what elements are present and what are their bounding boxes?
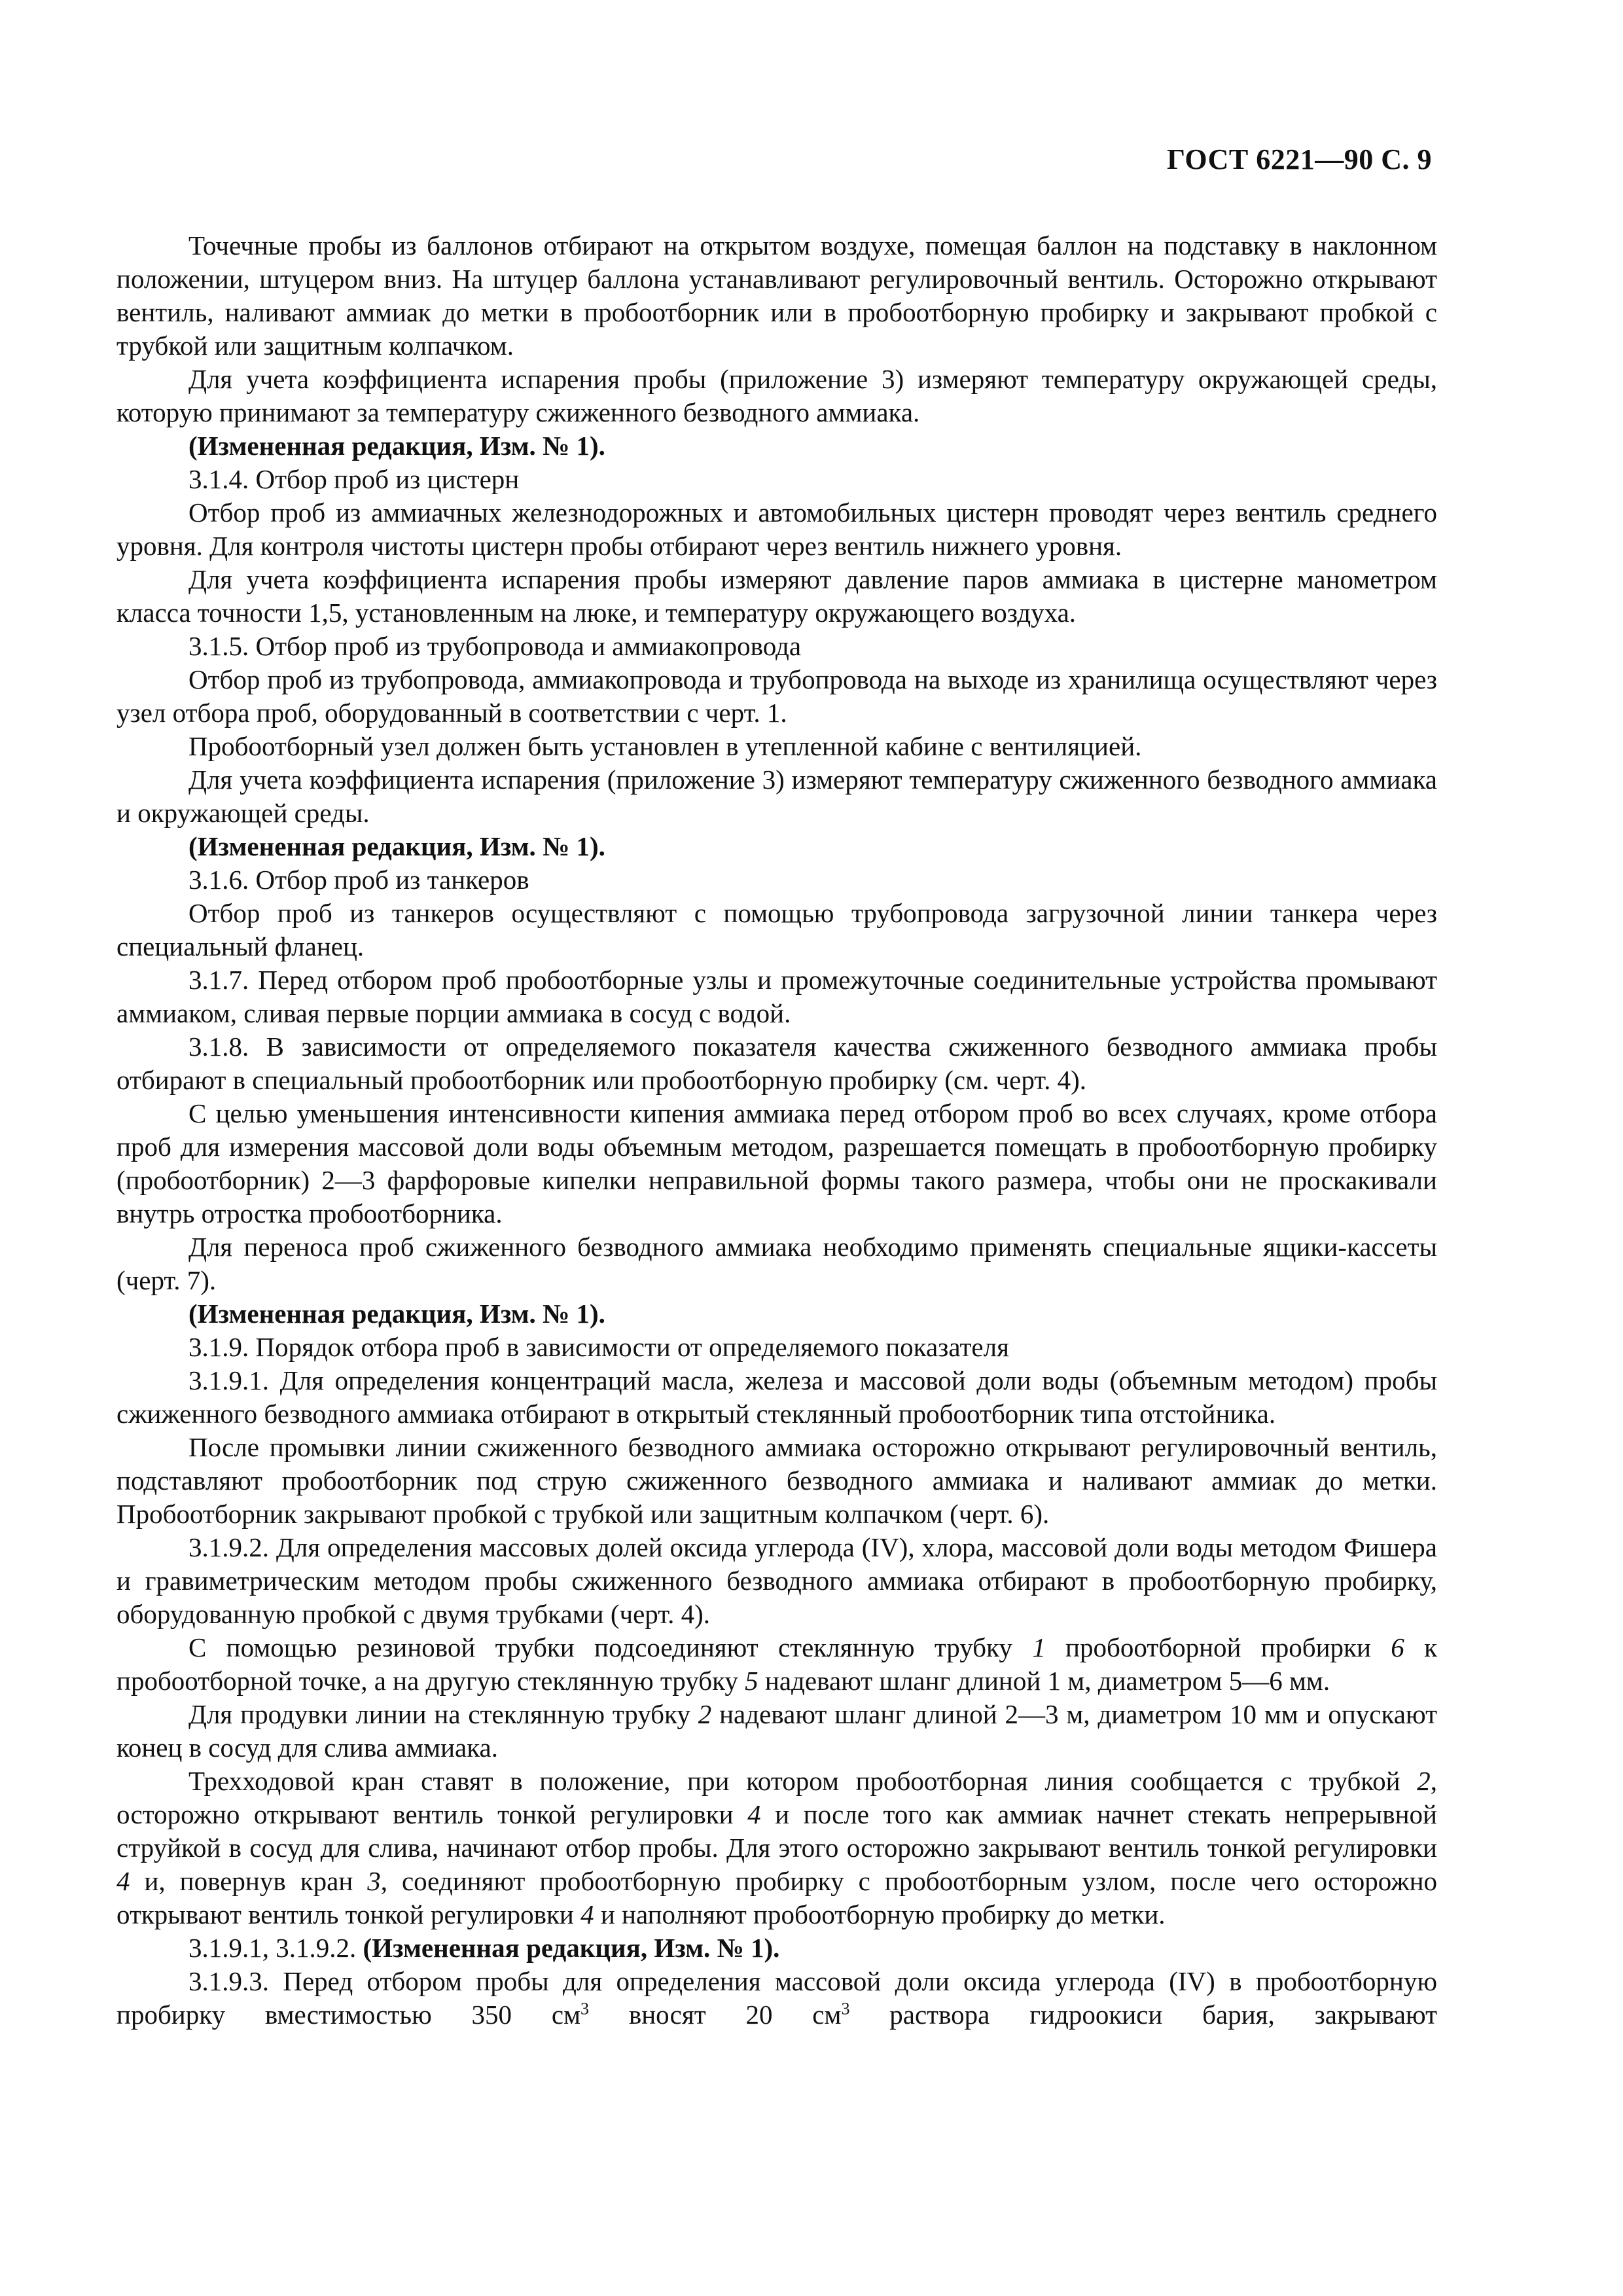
text-run: и после того как аммиак начнет стекать непрерывной струйкой в сосуд для слива, начинают отбор пробы. Для этого осторожно закрывают вентиль тонкой регулировки [116, 1799, 1437, 1863]
page-header: ГОСТ 6221—90 С. 9 [1166, 143, 1432, 175]
paragraph: 3.1.9.2. Для определения массовых долей оксида углерода (IV), хлора, массовой доли воды методом Фишера и гравиметрическим методом пробы сжиженного безводного аммиака отбирают в пробоотборную пробирку, оборудованную пробкой с двумя трубками (черт. 4). [116, 1532, 1437, 1629]
paragraph: Для переноса проб сжиженного безводного аммиака необходимо применять специальные ящики-кассеты (черт. 7). [116, 1232, 1437, 1295]
paragraph [116, 1631, 1437, 1698]
component-number: 4 [747, 1799, 761, 1829]
section-heading: 3.1.9. Порядок отбора проб в зависимости от определяемого показателя [188, 1332, 1009, 1362]
text-run: вносят 20 см [589, 2000, 842, 2030]
paragraph: Отбор проб из трубопровода, аммиакопровода и трубопровода на выходе из хранилища осуществляют через узел отбора проб, оборудованный в соответствии с черт. 1. [116, 664, 1437, 728]
paragraph: Точечные пробы из баллонов отбирают на открытом воздухе, помещая баллон на подставку в наклонном положении, штуцером вниз. На штуцер баллона устанавливают регулировочный вентиль. Осторожно открывают вентиль, наливают аммиак до метки в пробоотборник или в пробоотборную пробирку и закрывают пробкой с трубкой или защитным колпачком. [116, 230, 1437, 361]
paragraph: 3.1.8. В зависимости от определяемого показателя качества сжиженного безводного аммиака пробы отбирают в специальный пробоотборник или пробоотборную пробирку (см. черт. 4). [116, 1031, 1437, 1095]
text-run: Для продувки линии на стеклянную трубку [188, 1699, 698, 1729]
paragraph: Пробоотборный узел должен быть установлен в утепленной кабине с вентиляцией. [188, 731, 1142, 761]
paragraph: Отбор проб из аммиачных железнодорожных и автомобильных цистерн проводят через вентиль среднего уровня. Для контроля чистоты цистерн пробы отбирают через вентиль нижнего уровня. [116, 497, 1437, 561]
text-run: , осторожно открывают вентиль тонкой регулировки [116, 1766, 1437, 1829]
paragraph: Для учета коэффициента испарения (приложение 3) измеряют температуру сжиженного безводного аммиака и окружающей среды. [116, 764, 1437, 828]
amendment-note: (Измененная редакция, Изм. № 1). [188, 831, 605, 861]
text-run: надевают шланг длиной 1 м, диаметром 5—6 мм. [758, 1666, 1330, 1696]
paragraph: 3.1.9.1. Для определения концентраций масла, железа и массовой доли воды (объемным методом) пробы сжиженного безводного аммиака отбирают в открытый стеклянный пробоотборник типа отстойника. [116, 1365, 1437, 1429]
paragraph: С целью уменьшения интенсивности кипения аммиака перед отбором проб во всех случаях, кроме отбора проб для измерения массовой доли воды объемным методом, разрешается помещать в пробоотборную пробирку (пробоотборник) 2—3 фарфоровые кипелки неправильной формы такого размера, чтобы они не проскакивали внутрь отростка пробоотборника. [116, 1098, 1437, 1229]
superscript: 3 [580, 1999, 590, 2018]
component-number: 1 [1032, 1632, 1046, 1662]
paragraph [116, 1965, 1437, 2032]
component-number: 2 [698, 1699, 712, 1729]
paragraph: Отбор проб из танкеров осуществляют с помощью трубопровода загрузочной линии танкера через специальный фланец. [116, 898, 1437, 961]
paragraph: После промывки линии сжиженного безводного аммиака осторожно открывают регулировочный вентиль, подставляют пробоотборник под струю сжиженного безводного аммиака и наливают аммиак до метки. Пробоотборник закрывают пробкой с трубкой или защитным колпачком (черт. 6). [116, 1432, 1437, 1529]
section-heading: 3.1.5. Отбор проб из трубопровода и аммиакопровода [188, 631, 802, 661]
component-number: 3 [367, 1866, 381, 1896]
paragraph: Для учета коэффициента испарения пробы измеряют давление паров аммиака в цистерне манометром класса точности 1,5, установленным на люке, и температуру окружающего воздуха. [116, 564, 1437, 628]
section-heading: 3.1.6. Отбор проб из танкеров [188, 865, 529, 895]
text-run: Трехходовой кран ставят в положение, при котором пробоотборная линия сообщается с трубкой [188, 1766, 1418, 1796]
paragraph: Для учета коэффициента испарения пробы (приложение 3) измеряют температуру окружающей среды, которую принимают за температуру сжиженного безводного аммиака. [116, 364, 1437, 427]
text-run: 3.1.9.3. Перед отбором пробы для определения массовой доли оксида углерода (IV) в пробоотборную пробирку вместимостью 350 см [116, 1966, 1437, 2030]
component-number: 4 [116, 1866, 130, 1896]
amendment-note: (Измененная редакция, Изм. № 1). [188, 1299, 605, 1329]
amendment-note: (Измененная редакция, Изм. № 1). [188, 431, 605, 461]
text-run: к пробоотборной точке, а на другую стеклянную трубку [116, 1632, 1438, 1696]
paragraph: 3.1.7. Перед отбором проб пробоотборные узлы и промежуточные соединительные устройства промывают аммиаком, сливая первые порции аммиака в сосуд с водой. [116, 965, 1437, 1028]
text-run: раствора гидроокиси бария, закрывают [849, 2000, 1437, 2030]
text-run: , соединяют пробоотборную пробирку с пробоотборным узлом, после чего осторожно открывают вентиль тонкой регулировки [116, 1866, 1438, 1929]
text-run: и, повернув кран [130, 1866, 368, 1896]
superscript: 3 [841, 1999, 850, 2018]
text-run: и наполняют пробоотборную пробирку до метки. [594, 1899, 1166, 1929]
component-number: 5 [745, 1666, 758, 1696]
text-run: надевают шланг длиной 2—3 м, диаметром 10 мм и опускают конец в сосуд для слива аммиака. [116, 1699, 1437, 1763]
text-run: пробоотборной пробирки [1045, 1632, 1391, 1662]
document-body [116, 229, 1437, 2032]
text-run: С помощью резиновой трубки подсоединяют стеклянную трубку [188, 1632, 1033, 1662]
text-run: 3.1.9.1, 3.1.9.2. [188, 1933, 363, 1963]
section-heading: 3.1.4. Отбор проб из цистерн [188, 464, 520, 494]
component-number: 4 [580, 1899, 594, 1929]
amendment-note: (Измененная редакция, Изм. № 1). [363, 1933, 780, 1963]
component-number: 6 [1391, 1632, 1404, 1662]
paragraph [116, 1765, 1437, 1931]
component-number: 2 [1417, 1766, 1431, 1796]
paragraph [116, 1698, 1437, 1765]
paragraph [116, 1931, 1437, 1965]
